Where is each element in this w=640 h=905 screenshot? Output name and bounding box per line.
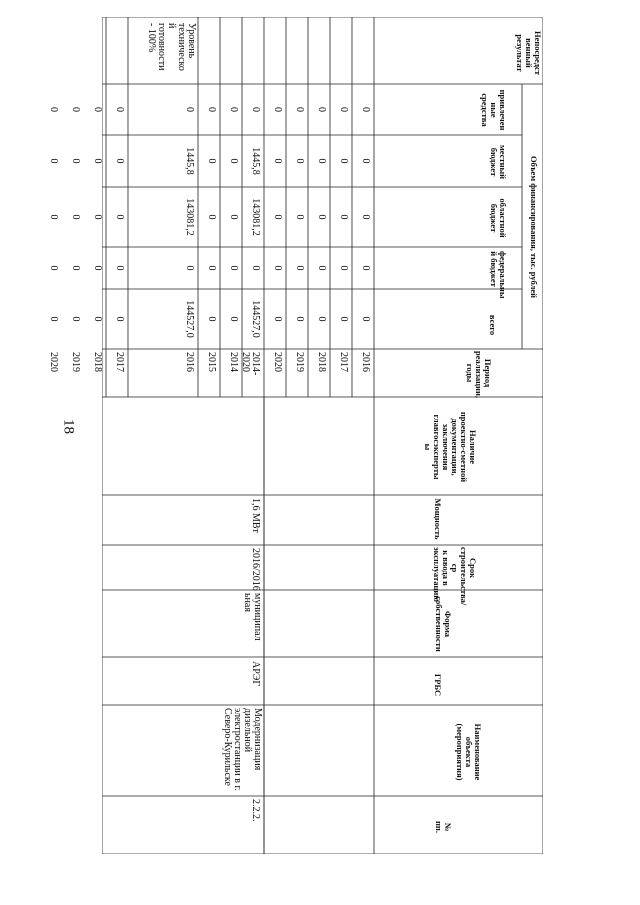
cell-regional: 0 [228, 214, 239, 220]
cell-local: 1445,8 [184, 147, 195, 175]
cell-total: 0 [294, 316, 305, 322]
cell-attracted: 0 [316, 107, 327, 112]
cell-period: 2019 [70, 352, 81, 372]
cell-period: 2020 [272, 352, 283, 372]
cell-local: 0 [338, 158, 349, 164]
cell-attracted: 0 [48, 107, 59, 112]
cell-regional: 0 [272, 214, 283, 220]
cell-attracted: 0 [250, 107, 261, 112]
cell-federal: 0 [206, 265, 217, 271]
header-local: местный бюджет [489, 144, 508, 180]
cell-period: 2020 [48, 352, 59, 372]
cell-federal: 0 [70, 265, 81, 271]
cell-local: 0 [92, 158, 103, 164]
cell-federal: 0 [92, 265, 103, 271]
cell-local: 0 [48, 158, 59, 164]
cell-period: 2016 [184, 352, 195, 372]
header-federal: федеральны й бюджет [489, 251, 508, 299]
header-attracted: привлечен ные средства [480, 89, 508, 131]
cell-period: 2017 [338, 352, 349, 372]
cell-period: 2018 [92, 352, 103, 372]
cell-regional: 0 [70, 214, 81, 220]
cell-attracted: 0 [206, 107, 217, 112]
cell-regional: 143081,2 [250, 198, 261, 236]
header-result: Непосредст венный результат [515, 31, 543, 75]
cell-period: 2015 [206, 352, 217, 372]
cell-federal: 0 [338, 265, 349, 271]
cell-local: 0 [70, 158, 81, 164]
cell-federal: 0 [360, 265, 371, 271]
cell-total: 0 [206, 316, 217, 322]
header-object-name: Наименование объекта (мероприятия) [455, 723, 483, 781]
header-number: № пп. [434, 821, 453, 833]
funding-table [48, 17, 543, 854]
cell-local: 0 [294, 158, 305, 164]
header-grbs: ГРБС [433, 673, 443, 697]
cell-federal: 0 [294, 265, 305, 271]
object-capacity: 1,6 МВт [250, 498, 261, 533]
cell-total: 0 [316, 316, 327, 322]
cell-local: 1445,8 [250, 147, 261, 175]
cell-regional: 0 [294, 214, 305, 220]
cell-attracted: 0 [228, 107, 239, 112]
cell-federal: 0 [114, 265, 125, 271]
cell-regional: 0 [92, 214, 103, 220]
object-term: 2016/2016 [250, 548, 261, 591]
cell-total: 0 [360, 316, 371, 322]
cell-period: 2016 [360, 352, 371, 372]
cell-regional: 143081,2 [184, 198, 195, 236]
cell-attracted: 0 [92, 107, 103, 112]
object-grbs: АРЭГ [250, 661, 261, 687]
cell-local: 0 [206, 158, 217, 164]
cell-regional: 0 [316, 214, 327, 220]
cell-total: 0 [92, 316, 103, 322]
cell-period: 2017 [114, 352, 125, 372]
header-total: всего [488, 314, 498, 336]
cell-total: 0 [338, 316, 349, 322]
cell-attracted: 0 [272, 107, 283, 112]
header-funding: Объем финансирования, тыс. рублей [529, 155, 539, 299]
cell-total: 144527,0 [184, 300, 195, 338]
cell-total: 0 [48, 316, 59, 322]
header-regional: областной бюджет [489, 198, 508, 238]
cell-period: 2018 [316, 352, 327, 372]
cell-regional: 0 [360, 214, 371, 220]
cell-regional: 0 [338, 214, 349, 220]
cell-total: 0 [114, 316, 125, 322]
header-period: Период реализации, годы [465, 351, 493, 398]
object-result: Уровень техническо й готовности - 100% [146, 23, 197, 71]
header-capacity: Мощность [433, 498, 443, 540]
cell-local: 0 [316, 158, 327, 164]
cell-attracted: 0 [114, 107, 125, 112]
cell-attracted: 0 [70, 107, 81, 112]
cell-attracted: 0 [294, 107, 305, 112]
cell-attracted: 0 [338, 107, 349, 112]
cell-total: 0 [228, 316, 239, 322]
page-number: 18 [60, 419, 77, 434]
object-number: 2.2.2. [250, 799, 261, 822]
cell-local: 0 [114, 158, 125, 164]
cell-federal: 0 [184, 265, 195, 271]
cell-regional: 0 [114, 214, 125, 220]
header-term: Срок строительства/ср к ввода в эксплуатацию [432, 547, 478, 606]
cell-total: 144527,0 [250, 300, 261, 338]
cell-federal: 0 [48, 265, 59, 271]
cell-local: 0 [272, 158, 283, 164]
cell-regional: 0 [48, 214, 59, 220]
cell-total: 0 [70, 316, 81, 322]
cell-local: 0 [360, 158, 371, 164]
cell-federal: 0 [228, 265, 239, 271]
cell-period: 2014 [228, 352, 239, 372]
cell-attracted: 0 [184, 107, 195, 112]
cell-federal: 0 [250, 265, 261, 271]
cell-total: 0 [272, 316, 283, 322]
cell-local: 0 [228, 158, 239, 164]
cell-federal: 0 [272, 265, 283, 271]
cell-period: 2019 [294, 352, 305, 372]
object-name: Модернизация дизельной электростанции в г. Северо-Курильске [222, 708, 263, 791]
header-documentation: Наличие проектно-сметной документации, заключения главгосэксперты ы [423, 411, 478, 483]
object-ownership: муниципал ьная [242, 593, 263, 641]
cell-attracted: 0 [360, 107, 371, 112]
cell-federal: 0 [316, 265, 327, 271]
cell-period: 2014-2020 [240, 352, 261, 376]
header-ownership: Форма собственности [434, 596, 453, 652]
cell-regional: 0 [206, 214, 217, 220]
